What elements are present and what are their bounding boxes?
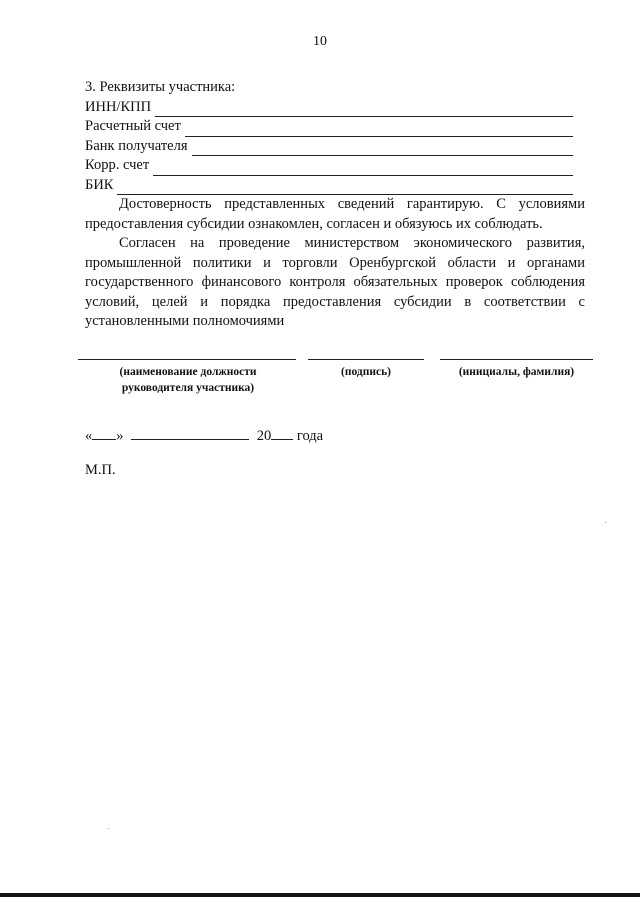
name-caption: (инициалы, фамилия)	[458, 366, 575, 378]
field-underline	[155, 102, 573, 117]
document-body	[85, 78, 585, 332]
field-underline	[192, 141, 573, 156]
position-signature-line[interactable]	[78, 359, 296, 360]
field-underline	[153, 161, 573, 176]
field-label: ИНН/КПП	[85, 98, 152, 115]
date-open-quote: «	[85, 428, 93, 444]
consent-paragraph: Согласен на проведение министерством экономического развития, промышленной политики и торговли Оренбургской области и органами государственного финансового контроля обязательных проверок соблюдения условий, целей и порядка предоставления субсидии в соответствии с установленными полномочиями	[85, 235, 585, 329]
guarantee-paragraph: Достоверность представленных сведений гарантирую. С условиями предоставления субсидии ознакомлен, согласен и обязуюсь их соблюдать.	[85, 196, 585, 232]
field-corr-account[interactable]	[85, 156, 585, 176]
signature-block	[78, 359, 598, 399]
field-bank[interactable]	[85, 137, 585, 157]
field-account[interactable]	[85, 117, 585, 137]
day-blank[interactable]	[92, 427, 116, 440]
field-underline	[117, 180, 573, 195]
field-label: БИК	[85, 176, 114, 193]
field-inn-kpp[interactable]	[85, 98, 585, 118]
year-prefix: 20	[256, 428, 272, 444]
scan-speck	[605, 522, 606, 523]
date-line	[85, 427, 323, 445]
field-underline	[185, 122, 573, 137]
month-blank[interactable]	[131, 427, 249, 440]
year-blank[interactable]	[271, 427, 293, 440]
stamp-label: М.П.	[85, 462, 116, 478]
name-signature-line[interactable]	[440, 359, 593, 360]
requisites-title: 3. Реквизиты участника:	[85, 79, 236, 95]
scan-edge-bar	[0, 893, 640, 897]
field-label: Корр. счет	[85, 157, 150, 173]
scan-speck	[108, 828, 109, 829]
field-label: Банк получателя	[85, 137, 188, 154]
date-close-quote: »	[116, 428, 124, 444]
signature-line[interactable]	[308, 359, 424, 360]
field-label: Расчетный счет	[85, 118, 181, 134]
position-caption: (наименование должности руководителя участника)	[119, 366, 257, 394]
signature-caption: (подпись)	[341, 366, 391, 378]
field-bik[interactable]	[85, 176, 585, 196]
page-number: 10	[313, 34, 327, 49]
date-suffix: года	[296, 428, 324, 444]
